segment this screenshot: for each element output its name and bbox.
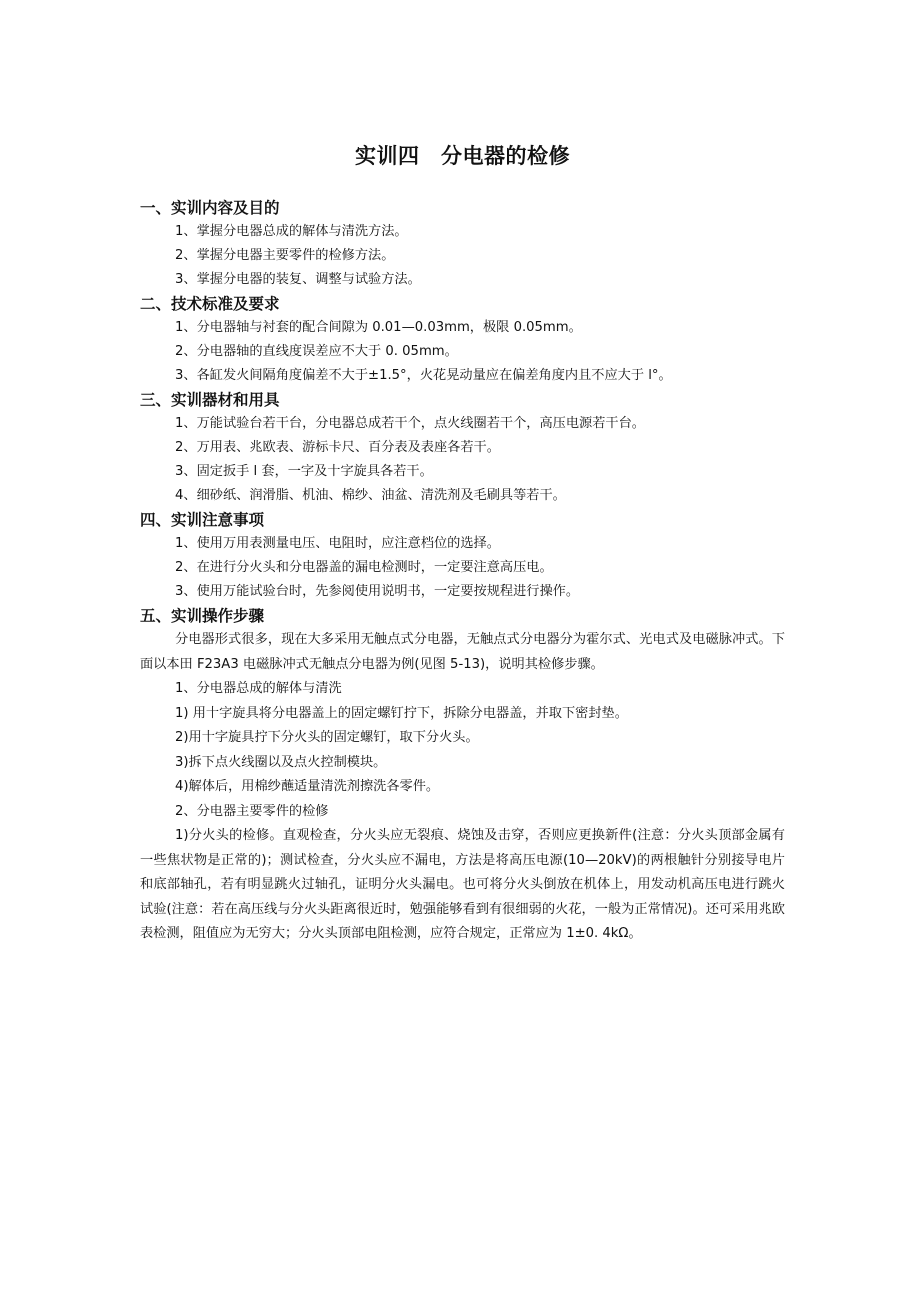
step-item: 2)用十字旋具拧下分火头的固定螺钉，取下分火头。	[175, 730, 479, 745]
list-item: 1、万能试验台若干台，分电器总成若干个，点火线圈若干个，高压电源若干台。	[175, 416, 645, 431]
step-item: 2、分电器主要零件的检修	[175, 803, 329, 819]
section-3	[140, 388, 785, 508]
step-item: 4)解体后，用棉纱蘸适量清洗剂擦洗各零件。	[175, 779, 440, 794]
document-title: 实训四 分电器的检修	[355, 144, 570, 168]
body-paragraph: 1)分火头的检修。直观检查，分火头应无裂痕、烧蚀及击穿，否则应更换新件(注意：分火头顶部金属有一些焦状物是正常的)；测试检查，分火头应不漏电，方法是将高压电源(10—20kV)的两根触针分别接导电片和底部轴孔，若有明显跳火过轴孔，证明分火头漏电。也可将分火头倒放在机体上，用发动机高压电进行跳火试验(注意：若在高压线与分火头距离很近时，勉强能够看到有很细弱的火花，一般为正常情况)。还可采用兆欧表检测，阻值应为无穷大；分火头顶部电阻检测，应符合规定，正常应为 1±0. 4kΩ。	[140, 828, 785, 941]
list-item: 2、在进行分火头和分电器盖的漏电检测时，一定要注意高压电。	[175, 560, 553, 575]
list-item: 3、各缸发火间隔角度偏差不大于±1.5°，火花晃动量应在偏差角度内且不应大于 l°。	[175, 368, 672, 383]
section-1	[140, 196, 785, 292]
section-2	[140, 292, 785, 388]
list-item: 3、固定扳手 l 套，一字及十字旋具各若干。	[175, 464, 433, 479]
intro-paragraph: 分电器形式很多，现在大多采用无触点式分电器，无触点式分电器分为霍尔式、光电式及电磁脉冲式。下面以本田 F23A3 电磁脉冲式无触点分电器为例(见图 5-13)，说明其检修步骤。	[140, 632, 785, 672]
list-item: 1、使用万用表测量电压、电阻时，应注意档位的选择。	[175, 536, 500, 551]
list-item: 2、分电器轴的直线度误差应不大于 0. 05mm。	[175, 344, 458, 359]
list-item: 1、分电器轴与衬套的配合间隙为 0.01—0.03mm，极限 0.05mm。	[175, 320, 582, 335]
section-heading: 二、技术标准及要求	[140, 295, 280, 313]
list-item: 3、掌握分电器的装复、调整与试验方法。	[175, 272, 421, 287]
document-page	[140, 138, 785, 947]
step-item: 3)拆下点火线圈以及点火控制模块。	[175, 754, 387, 770]
list-item: 2、掌握分电器主要零件的检修方法。	[175, 248, 395, 263]
list-item: 4、细砂纸、润滑脂、机油、棉纱、油盆、清洗剂及毛刷具等若干。	[175, 488, 566, 503]
list-item: 2、万用表、兆欧表、游标卡尺、百分表及表座各若干。	[175, 440, 500, 455]
section-heading: 一、实训内容及目的	[140, 199, 280, 217]
list-item: 3、使用万能试验台时，先参阅使用说明书，一定要按规程进行操作。	[175, 584, 580, 599]
step-item: 1) 用十字旋具将分电器盖上的固定螺钉拧下，拆除分电器盖，并取下密封垫。	[175, 705, 628, 721]
step-item: 1、分电器总成的解体与清洗	[175, 681, 342, 696]
section-heading: 四、实训注意事项	[140, 511, 265, 529]
section-4	[140, 508, 785, 604]
section-heading: 三、实训器材和用具	[140, 391, 280, 409]
section-heading: 五、实训操作步骤	[140, 607, 265, 625]
list-item: 1、掌握分电器总成的解体与清洗方法。	[175, 224, 408, 239]
section-5	[140, 604, 785, 947]
